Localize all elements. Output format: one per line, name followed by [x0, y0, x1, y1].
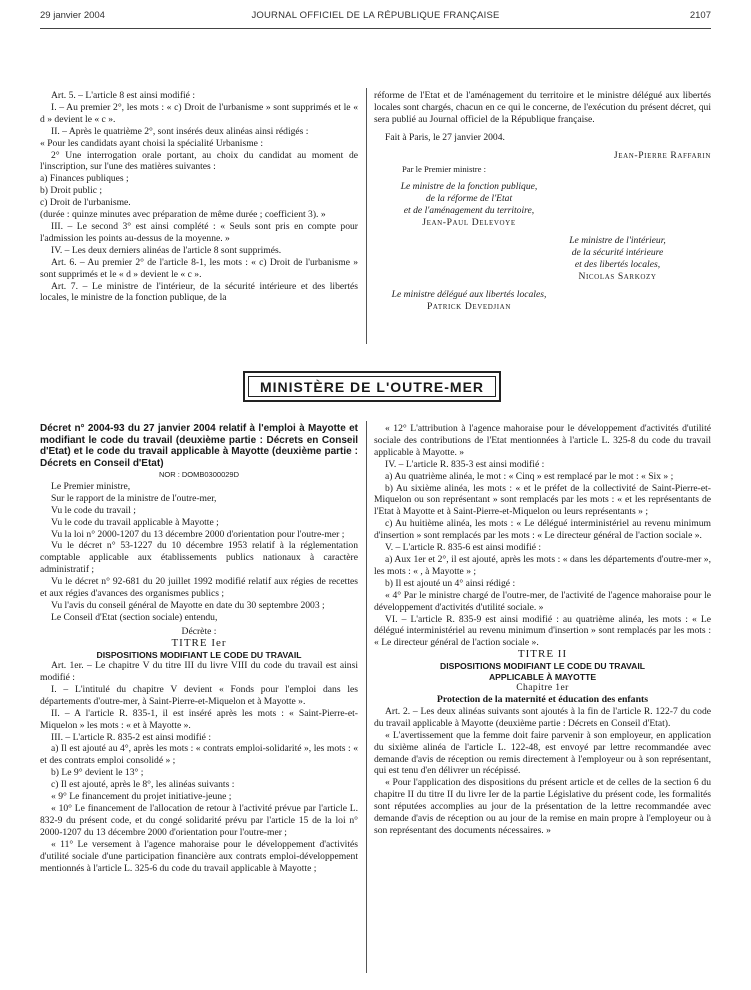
page-header: [40, 10, 711, 24]
paragraph: II. – Après le quatrième 2°, sont insérés deux alinéas ainsi rédigés :: [51, 125, 309, 137]
list-item: b) Droit public ;: [40, 185, 103, 197]
paragraph: « 9° Le financement du projet initiative-jeune ;: [51, 791, 232, 803]
paragraph: Vu le décret n° 92-681 du 20 juillet 1992 modifié relatif aux régies de recettes et aux régies d'avances des organismes publics ;: [40, 576, 358, 600]
decree-title: Décret n° 2004-93 du 27 janvier 2004 relatif à l'emploi à Mayotte et modifiant le code du travail (deuxième partie : Décrets en Conseil d'Etat) et le code du travail applicable à Mayotte (deuxième partie : Décrets en Conseil d'Etat): [40, 423, 358, 469]
paragraph: III. – Le second 3° est ainsi complété : « Seuls sont pris en compte pour l'admission les points au-dessus de la moyenne. »: [40, 220, 358, 244]
paragraph: c) Au huitième alinéa, les mots : « Le délégué interministériel au revenu minimum d'insertion » sont remplacés par les mots : « Le directeur général de l'action sociale ».: [374, 518, 711, 542]
top-right-column: [374, 90, 711, 313]
paragraph: c) Il est ajouté, après le 8°, les alinéas suivants :: [51, 779, 235, 791]
minister-title: de la sécurité intérieure: [571, 246, 664, 258]
paragraph: a) Il est ajouté au 4°, après les mots : « contrats emploi-solidarité », les mots : « et des contrats emploi consolidé » ;: [40, 743, 358, 767]
signature-block: [524, 235, 711, 283]
column-divider: [366, 88, 367, 344]
paragraph: (durée : quinze minutes avec préparation de même durée ; coefficient 3). »: [40, 209, 326, 221]
paragraph: Le Conseil d'Etat (section sociale) entendu,: [51, 611, 218, 623]
list-item: a) Finances publiques ;: [40, 173, 129, 185]
paragraph: Le Premier ministre,: [51, 480, 131, 492]
signature-block: [374, 289, 564, 313]
header-page-number: 2107: [689, 10, 711, 21]
paragraph: Vu la loi n° 2000-1207 du 13 décembre 2000 d'orientation pour l'outre-mer ;: [51, 528, 345, 540]
paragraph: réforme de l'Etat et de l'aménagement du territoire et le ministre délégué aux libertés locales sont chargés, chacun en ce qui le concerne, de l'exécution du présent décret, qui sera publié au Journal officiel de la République française.: [374, 90, 711, 125]
nor-reference: NOR : DOMB0300029D: [158, 470, 240, 479]
paragraph: IV. – Les deux derniers alinéas de l'article 8 sont supprimés.: [51, 244, 282, 256]
paragraph: I. – L'intitulé du chapitre V devient « Fonds pour l'emploi dans les départements d'outre-mer, à Saint-Pierre-et-Miquelon et à Mayotte ».: [40, 683, 358, 707]
titre-heading: TITRE Ier: [171, 636, 227, 649]
paragraph: a) Au quatrième alinéa, le mot : « Cinq » est remplacé par le mot : « Six » ;: [385, 470, 674, 482]
paragraph: Sur le rapport de la ministre de l'outre-mer,: [51, 492, 217, 504]
signatory: Jean-Pierre Raffarin: [613, 149, 711, 161]
paragraph: Art. 6. – Au premier 2° de l'article 8-1, les mots : « c) Droit de l'urbanisme » sont supprimés et le « d » devient le « c ».: [40, 256, 358, 280]
list-item: c) Droit de l'urbanisme.: [40, 197, 131, 209]
ministry-banner: [243, 371, 501, 402]
paragraph: I. – Au premier 2°, les mots : « c) Droit de l'urbanisme » sont supprimés et le « d » devient le « c ».: [40, 101, 358, 125]
minister-title: et de l'aménagement du territoire,: [403, 205, 535, 217]
paragraph: Vu l'avis du conseil général de Mayotte en date du 30 septembre 2003 ;: [51, 599, 325, 611]
paragraph: Art. 2. – Les deux alinéas suivants sont ajoutés à la fin de l'article R. 122-7 du code du travail applicable à Mayotte (deuxième partie : Décrets en Conseil d'Etat).: [374, 705, 711, 729]
paragraph: b) Le 9° devient le 13° ;: [51, 767, 144, 779]
header-rule: [40, 28, 711, 29]
minister-title: de la réforme de l'Etat: [425, 193, 513, 205]
signatory: Nicolas Sarkozy: [578, 270, 657, 282]
paragraph: « Pour l'application des dispositions du présent article et de celles de la section 6 du chapitre II du titre II du livre Ier de la partie Législative du présent code, les formalités sont réputées accomplies au jour de la présentation de la lettre recommandée avec demande d'avis de réception ou au jour de la remise en main propre à l'employeur ou à son représentant des documents nécessaires. »: [374, 777, 711, 836]
column-divider: [366, 421, 367, 973]
bottom-left-column: [40, 423, 358, 874]
titre-heading: TITRE II: [517, 648, 568, 661]
top-left-column: [40, 90, 358, 304]
paragraph: II. – A l'article R. 835-1, il est inséré après les mots : « Saint-Pierre-et-Miquelon » les mots : « et à Mayotte ».: [40, 707, 358, 731]
paragraph: Vu le décret n° 53-1227 du 10 décembre 1953 relatif à la réglementation comptable applicable aux établissements publics nationaux à caractère administratif ;: [40, 540, 358, 576]
paragraph: « 11° Le versement à l'agence mahoraise pour le développement d'activités d'utilité sociale d'une participation financière aux contrats emploi-développement mentionnés à l'article L. 325-6 du code du travail applicable à Mayotte ;: [40, 838, 358, 874]
paragraph: VI. – L'article R. 835-9 est ainsi modifié : au quatrième alinéa, les mots : « Le délégué interministériel au revenu minimum d'insertion » sont remplacés par les mots : « Le directeur général de l'action sociale ».: [374, 613, 711, 649]
titre-subheading: DISPOSITIONS MODIFIANT LE CODE DU TRAVAIL: [96, 649, 302, 660]
paragraph: III. – L'article R. 835-2 est ainsi modifié :: [51, 731, 211, 743]
minister-title: Le ministre de l'intérieur,: [569, 235, 666, 247]
paragraph: « 4° Par le ministre chargé de l'outre-mer, de l'activité de l'agence mahoraise pour le développement d'activités d'utilité sociale. »: [374, 589, 711, 613]
paragraph: V. – L'article R. 835-6 est ainsi modifié :: [385, 542, 542, 554]
bottom-right-column: [374, 423, 711, 837]
signatory: Patrick Devedjian: [427, 300, 511, 312]
minister-title: Le ministre de la fonction publique,: [400, 181, 538, 193]
paragraph: « 12° L'attribution à l'agence mahoraise pour le développement d'activités d'utilité sociale des contributions de l'Etat mentionnées à l'article L. 325-8 du code du travail applicable à Mayotte. »: [374, 423, 711, 458]
done-at: Fait à Paris, le 27 janvier 2004.: [385, 131, 505, 143]
paragraph: IV. – L'article R. 835-3 est ainsi modifié :: [385, 458, 545, 470]
section-heading: Protection de la maternité et éducation des enfants: [436, 694, 649, 706]
titre-subheading: DISPOSITIONS MODIFIANT LE CODE DU TRAVAIL APPLICABLE À MAYOTTE: [440, 661, 645, 682]
paragraph: Vu le code du travail applicable à Mayotte ;: [51, 516, 219, 528]
paragraph: a) Aux 1er et 2°, il est ajouté, après les mots : « dans les départements d'outre-mer », les mots : « , à Mayotte » ;: [374, 553, 711, 577]
paragraph: Art. 5. – L'article 8 est ainsi modifié :: [51, 90, 195, 101]
minister-title: et des libertés locales,: [574, 258, 661, 270]
decrete: Décrète :: [181, 625, 217, 637]
header-journal-title: JOURNAL OFFICIEL DE LA RÉPUBLIQUE FRANÇAISE: [251, 10, 500, 21]
paragraph: 2° Une interrogation orale portant, au choix du candidat au moment de l'inscription, sur l'une des matières suivantes :: [40, 149, 358, 173]
paragraph: « 10° Le financement de l'allocation de retour à l'activité prévue par l'article L. 832-9 du présent code, et du congé solidarité prévu par l'article 15 de la loi n° 2000-1207 du 13 décembre 2000 d'orientation pour l'outre-mer ;: [40, 802, 358, 838]
chapitre-heading: Chapitre 1er: [516, 682, 569, 694]
paragraph: b) Au sixième alinéa, les mots : « et le préfet de la collectivité de Saint-Pierre-et-Miquelon ou son représentant » sont remplacés par les mots : « et les représentants de l'Etat à Mayotte et à Saint-Pierre-et-Miquelon ou leurs représentants » ;: [374, 482, 711, 518]
paragraph: Art. 7. – Le ministre de l'intérieur, de la sécurité intérieure et des libertés locales, le ministre de la fonction publique, de la: [40, 280, 358, 304]
ministry-title: MINISTÈRE DE L'OUTRE-MER: [248, 376, 496, 397]
paragraph: Art. 1er. – Le chapitre V du titre III du livre VIII du code du travail est ainsi modifié :: [40, 660, 358, 683]
paragraph: b) Il est ajouté un 4° ainsi rédigé :: [385, 577, 516, 589]
by-prime-minister: Par le Premier ministre :: [402, 163, 487, 174]
minister-title: Le ministre délégué aux libertés locales,: [391, 288, 547, 300]
paragraph: Vu le code du travail ;: [51, 504, 136, 516]
paragraph: « L'avertissement que la femme doit faire parvenir à son employeur, en application du sixième alinéa de l'article L. 122-48, est envoyé par lettre recommandée avec demande d'avis de réception ou remis directement à l'employeur ou à son représentant, qui est tenu d'en délivrer un récépissé.: [374, 729, 711, 777]
signature-block: [374, 181, 564, 229]
paragraph: « Pour les candidats ayant choisi la spécialité Urbanisme :: [40, 137, 263, 149]
signatory: Jean-Paul Delevoye: [422, 217, 516, 229]
header-date: 29 janvier 2004: [40, 10, 105, 21]
